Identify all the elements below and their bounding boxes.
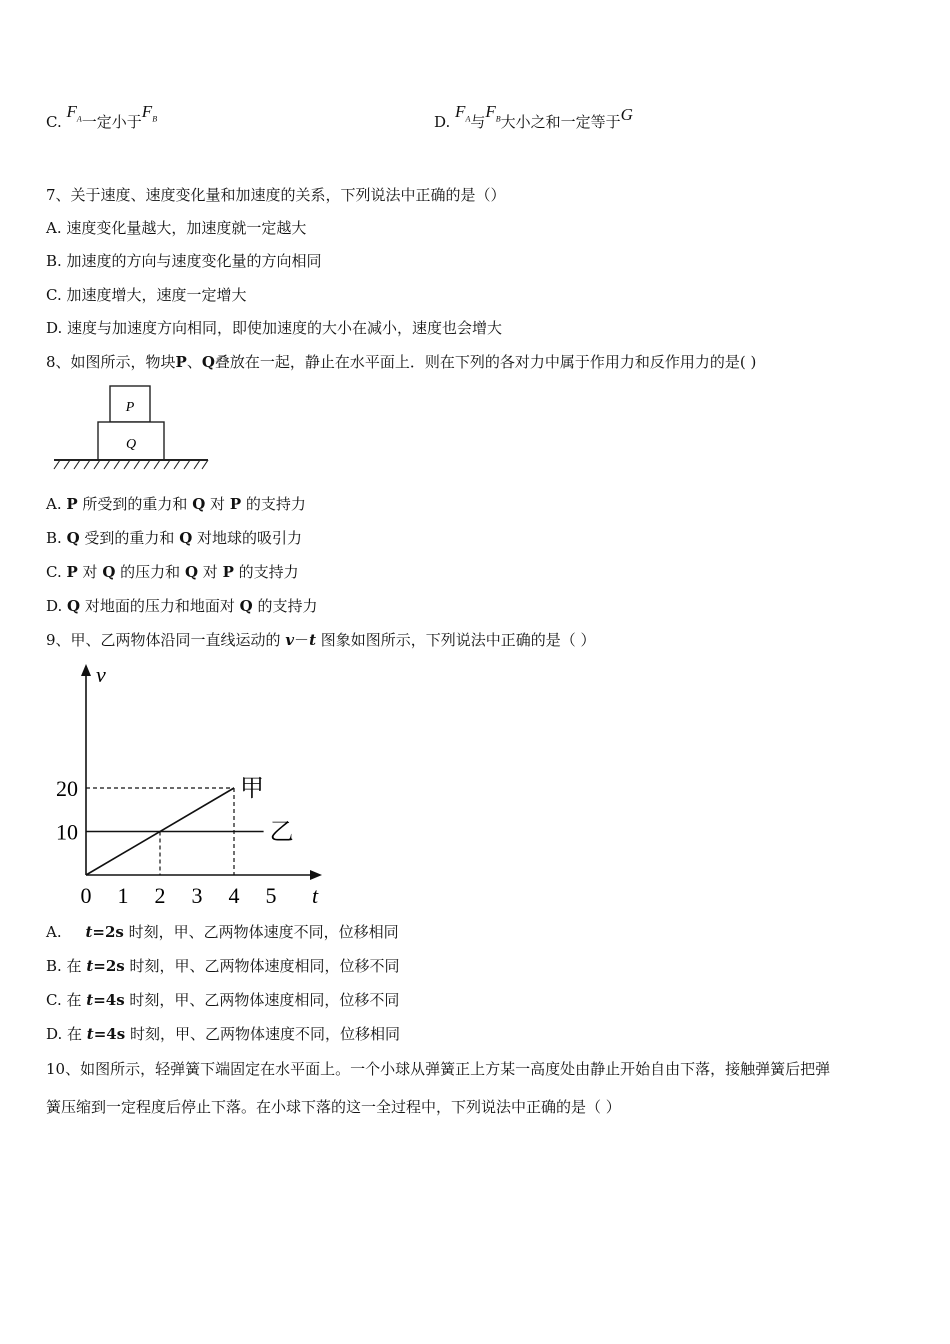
q6-option-d-fb: $F_B$ xyxy=(485,102,501,124)
q9-option-b: B. 在 t=2s 时刻，甲、乙两物体速度相同，位移不同 xyxy=(46,957,400,975)
q6-option-d-fa: $F_A$ xyxy=(455,102,471,124)
q8-stem: 8、如图所示，物块P、Q叠放在一起，静止在水平面上．则在下列的各对力中属于作用力和反作用力的是( ) xyxy=(46,353,757,371)
block-q-label: Q xyxy=(125,437,137,452)
x-tick-label: 0 xyxy=(80,883,92,908)
q10-line-2: 簧压缩到一定程度后停止下落。在小球下落的这一全过程中，下列说法中正确的是（ ） xyxy=(46,1098,621,1116)
x-axis-label: t xyxy=(312,883,319,908)
x-tick-label: 1 xyxy=(117,883,129,908)
y-axis-arrow xyxy=(81,664,91,676)
q6-option-d-g: G xyxy=(620,105,633,124)
q6-option-c-fb: $F_B$ xyxy=(141,102,158,124)
block-p-label: P xyxy=(125,400,135,415)
y-tick-label: 10 xyxy=(56,819,78,845)
series-label: 甲 xyxy=(240,776,264,802)
x-tick-label: 2 xyxy=(154,883,166,908)
q7-option-d: D. 速度与加速度方向相同，即使加速度的大小在减小，速度也会增大 xyxy=(46,319,503,337)
q6-option-c-prefix: C. xyxy=(46,113,62,131)
q7-option-b: B. 加速度的方向与速度变化量的方向相同 xyxy=(46,252,322,270)
q8-option-d: D. Q 对地面的压力和地面对 Q 的支持力 xyxy=(46,597,318,615)
q8-option-c: C. P 对 Q 的压力和 Q 对 P 的支持力 xyxy=(46,563,299,581)
q9-option-a: A. t=2s 时刻，甲、乙两物体速度不同，位移相同 xyxy=(46,923,399,941)
q9-stem: 9、甲、乙两物体沿同一直线运动的 v－t 图象如图所示，下列说法中正确的是（ ） xyxy=(46,631,596,649)
x-tick-label: 3 xyxy=(191,883,203,908)
q6-option-d-text: 大小之和一定等于 xyxy=(500,113,621,131)
q6-option-d-prefix: D. xyxy=(434,113,451,131)
q7-option-c: C. 加速度增大，速度一定增大 xyxy=(46,286,247,304)
series-label: 乙 xyxy=(269,819,294,846)
q8-option-b: B. Q 受到的重力和 Q 对地球的吸引力 xyxy=(46,529,303,547)
q9-option-d: D. 在 t=4s 时刻，甲、乙两物体速度不同，位移相同 xyxy=(46,1025,400,1043)
q6-option-d-mid: 与 xyxy=(470,113,486,131)
q6-option-c-text: 一定小于 xyxy=(81,113,142,131)
q6-option-c xyxy=(46,102,158,139)
q9-option-c: C. 在 t=4s 时刻，甲、乙两物体速度相同，位移不同 xyxy=(46,991,400,1009)
q7-option-a: A. 速度变化量越大，加速度就一定越大 xyxy=(46,219,307,237)
q8-blocks-figure xyxy=(50,382,220,482)
y-tick-label: 20 xyxy=(56,776,78,801)
q6-option-d xyxy=(434,102,633,139)
x-axis-arrow xyxy=(310,870,322,880)
q8-option-a: A. P 所受到的重力和 Q 对 P 的支持力 xyxy=(46,495,306,513)
x-tick-label: 4 xyxy=(228,883,240,908)
q7-stem: 7、关于速度、速度变化量和加速度的关系，下列说法中正确的是（） xyxy=(46,186,506,204)
q6-option-c-fa: $F_A$ xyxy=(66,102,82,124)
ground-hatch xyxy=(54,460,208,469)
x-tick-label: 5 xyxy=(265,883,277,908)
y-axis-label: v xyxy=(96,662,106,687)
vt-chart xyxy=(40,660,340,910)
q10-line-1: 10、如图所示，轻弹簧下端固定在水平面上。一个小球从弹簧正上方某一高度处由静止开始自由下落，接触弹簧后把弹 xyxy=(46,1060,831,1078)
